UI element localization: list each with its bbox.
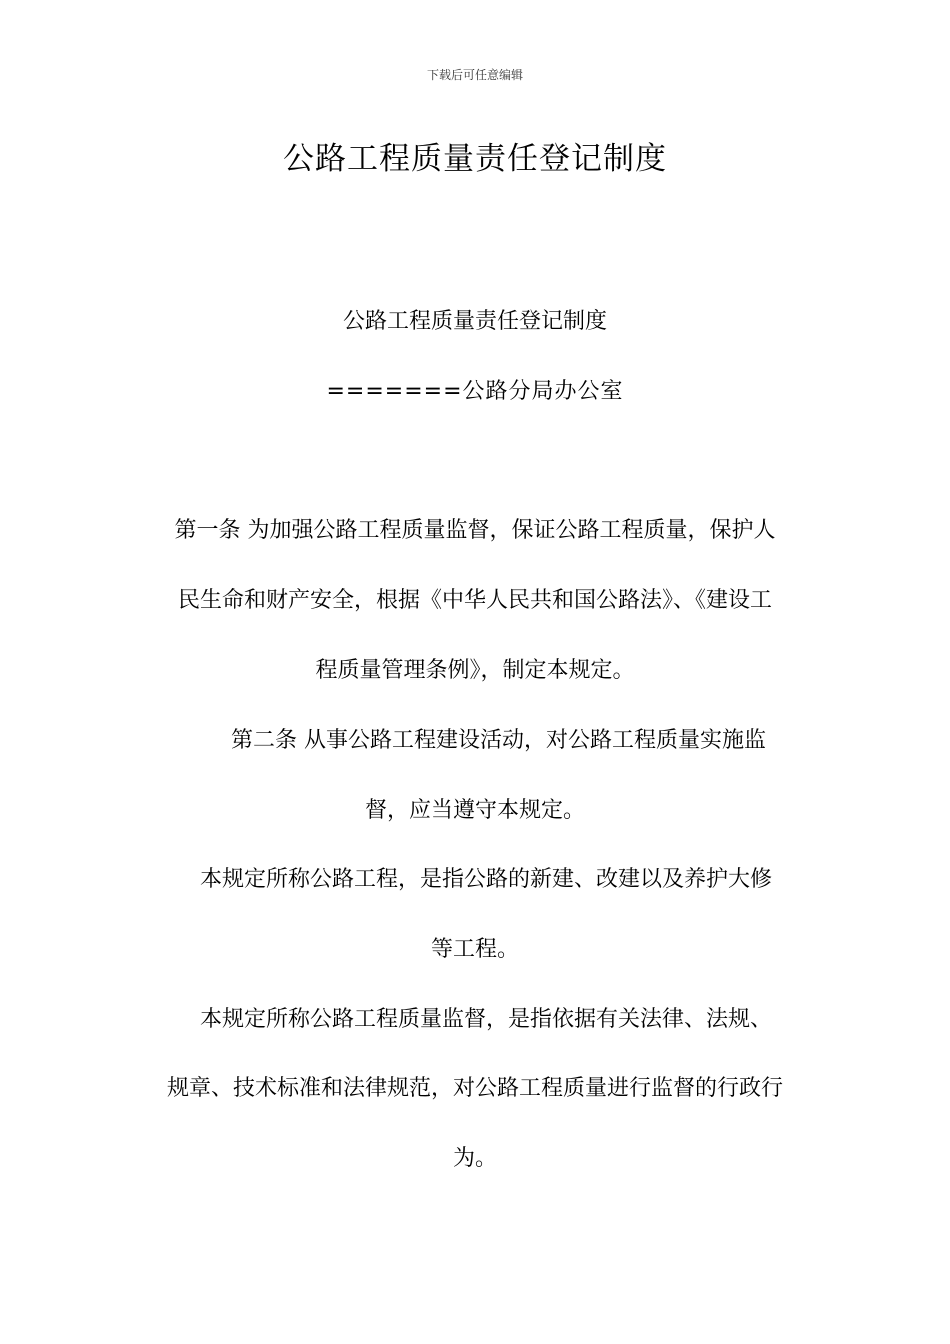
header-note: 下载后可任意编辑 xyxy=(426,68,523,82)
article-2-line-2: 督，应当遵守本规定。 xyxy=(364,798,585,823)
document-title: 公路工程质量责任登记制度 xyxy=(283,141,667,177)
definition-2-line-1: 本规定所称公路工程质量监督，是指依据有关法律、法规、 xyxy=(199,1007,772,1032)
article-2-line-1: 第二条 从事公路工程建设活动，对公路工程质量实施监 xyxy=(231,728,766,753)
definition-1-line-1: 本规定所称公路工程，是指公路的新建、改建以及养护大修 xyxy=(199,867,772,892)
definition-1-line-2: 等工程。 xyxy=(430,937,519,962)
office-line: =======公路分局办公室 xyxy=(326,379,624,404)
article-1-line-3: 程质量管理条例》，制定本规定。 xyxy=(315,658,635,683)
article-1-line-2: 民生命和财产安全，根据《中华人民共和国公路法》、《建设工 xyxy=(177,588,772,613)
definition-2-line-3: 为。 xyxy=(452,1146,497,1171)
document-subtitle: 公路工程质量责任登记制度 xyxy=(342,309,607,334)
definition-2-line-2: 规章、技术标准和法律规范，对公路工程质量进行监督的行政行 xyxy=(166,1076,783,1101)
article-1-line-1: 第一条 为加强公路工程质量监督，保证公路工程质量，保护人 xyxy=(174,518,776,543)
